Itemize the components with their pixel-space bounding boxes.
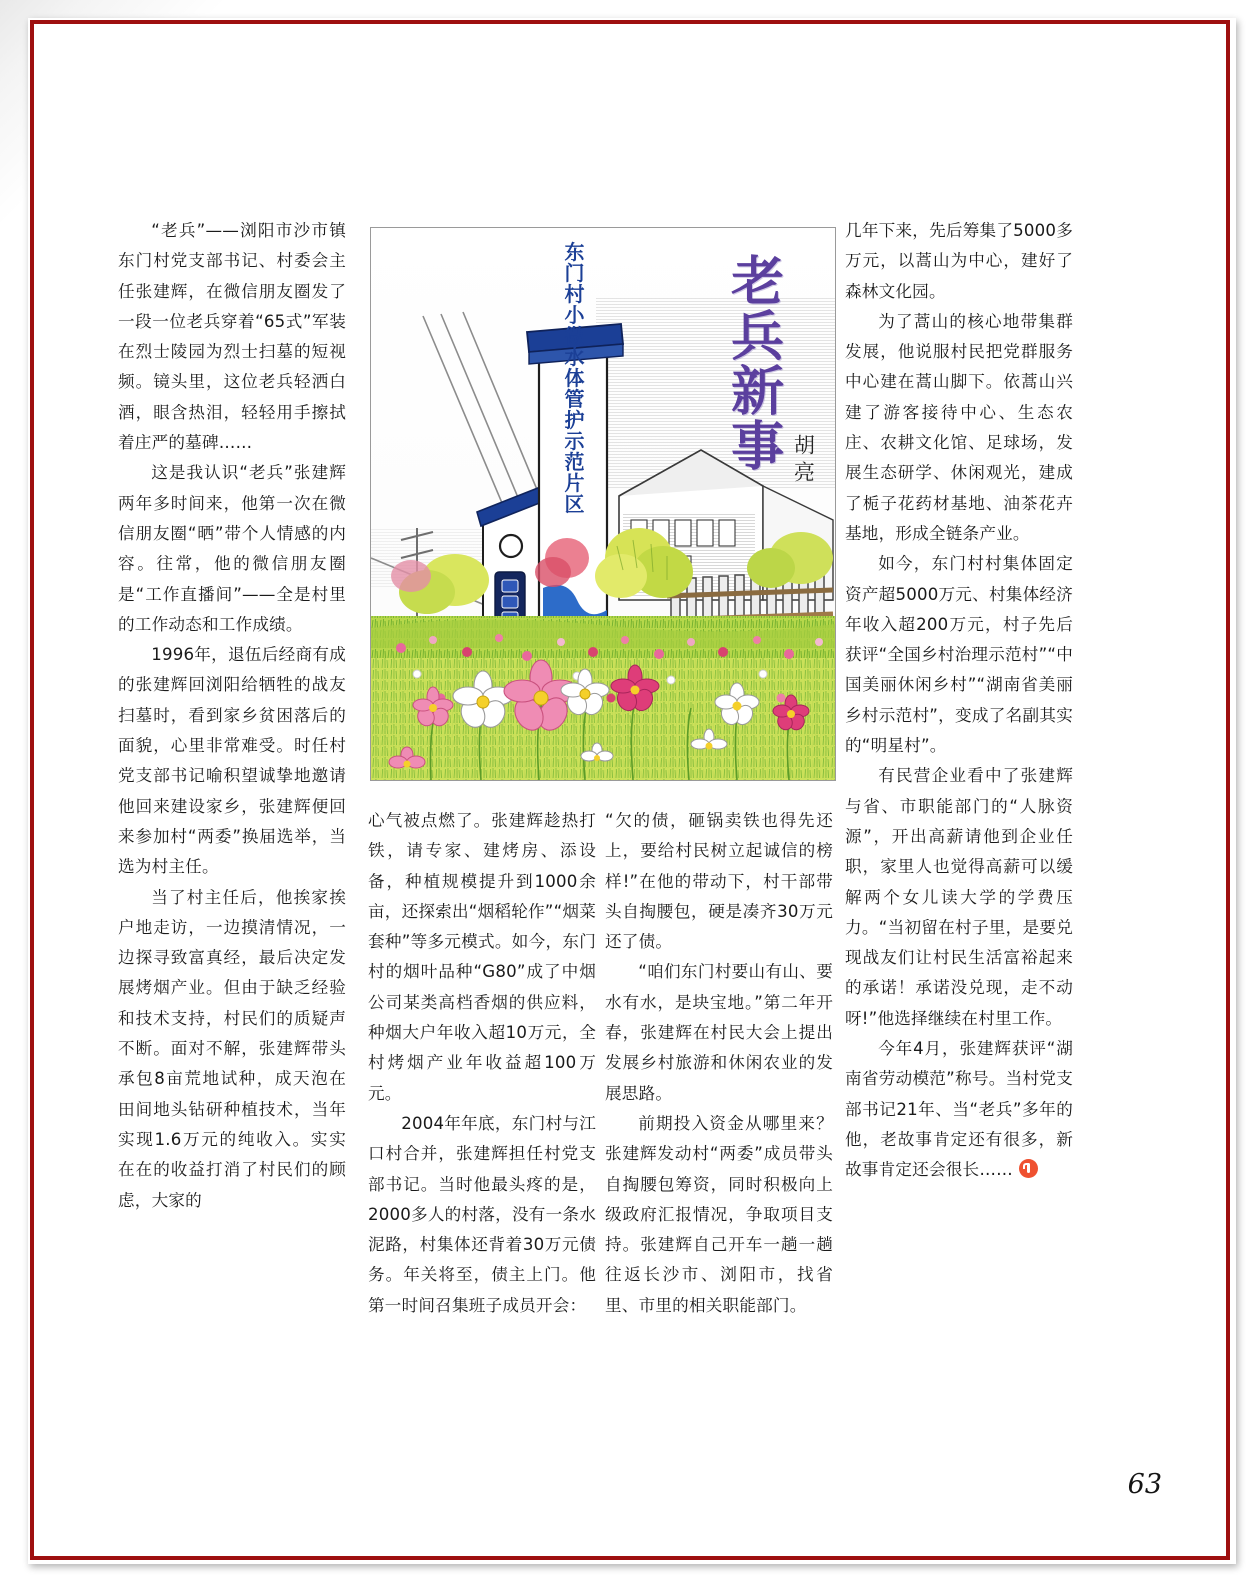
paragraph: “咱们东门村要山有山、要水有水，是块宝地。”第二年开春，张建辉在村民大会上提出发展乡村旅游和休闲农业的发展思路。 <box>605 962 833 1103</box>
text-column-4 <box>845 216 1073 1186</box>
paragraph: 这是我认识“老兵”张建辉两年多时间来，他第一次在微信朋友圈“晒”带个人情感的内容。往常，他的微信朋友圈是“工作直播间”——全是村里的工作动态和工作成绩。 <box>118 463 346 634</box>
text-column-3 <box>605 806 833 1321</box>
text-column-2 <box>368 806 596 1321</box>
paragraph: 1996年，退伍后经商有成的张建辉回浏阳给牺牲的战友扫墓时，看到家乡贫困落后的面貌，心里非常难受。时任村党支部书记喻积望诚挚地邀请他回来建设家乡，张建辉便回来参加村“两委”换届选举，当选为村主任。 <box>118 645 346 877</box>
text-column-1 <box>118 216 346 1216</box>
illustration-sign-text: 东门村小微水体管护示范片区 <box>561 241 585 515</box>
paragraph: 如今，东门村村集体固定资产超5000万元、村集体经济年收入超200万元，村子先后获评“全国乡村治理示范村”“中国美丽休闲乡村”“湖南省美丽乡村示范村”，变成了名副其实的“明星村”。 <box>845 554 1073 756</box>
paragraph: “老兵”——浏阳市沙市镇东门村党支部书记、村委会主任张建辉，在微信朋友圈发了一段一位老兵穿着“65式”军装在烈士陵园为烈士扫墓的短视频。镜头里，这位老兵轻洒白酒，眼含热泪，轻轻用手擦拭着庄严的墓碑…… <box>118 221 346 453</box>
paragraph: 几年下来，先后筹集了5000多万元，以蒿山为中心，建好了森林文化园。 <box>845 221 1073 301</box>
paragraph: 当了村主任后，他挨家挨户地走访，一边摸清情况，一边探寻致富真经，最后决定发展烤烟产业。但由于缺乏经验和技术支持，村民们的质疑声不断。面对不解，张建辉带头承包8亩荒地试种，成天泡在田间地头钻研种植技术，当年实现1.6万元的纯收入。实实在在的收益打消了村民们的顾虑，大家的 <box>118 887 346 1210</box>
title-block <box>722 238 821 492</box>
paragraph: 心气被点燃了。张建辉趁热打铁，请专家、建烤房、添设备，种植规模提升到1000余亩，还探索出“烟稻轮作”“烟菜套种”等多元模式。如今，东门村的烟叶品种“G80”成了中烟公司某类高档香烟的供应料，种烟大户年收入超10万元，全村烤烟产业年收益超100万元。 <box>368 811 596 1103</box>
article-title: 老兵新事 <box>722 253 785 473</box>
end-of-article-icon <box>1019 1159 1038 1178</box>
paragraph: 前期投入资金从哪里来？张建辉发动村“两委”成员带头自掏腰包筹资，同时积极向上级政府汇报情况，争取项目支持。张建辉自己开车一趟一趟往返长沙市、浏阳市，找省里、市里的相关职能部门。 <box>605 1113 833 1315</box>
page-number: 63 <box>1127 1469 1162 1500</box>
paragraph: 有民营企业看中了张建辉与省、市职能部门的“人脉资源”，开出高薪请他到企业任职，家里人也觉得高薪可以缓解两个女儿读大学的学费压力。“当初留在村子里，是要兑现战友们让村民生活富裕起来的承诺！承诺没兑现，走不动呀!”他选择继续在村里工作。 <box>845 766 1073 1028</box>
paragraph-text: 今年4月，张建辉获评“湖南省劳动模范”称号。当村党支部书记21年、当“老兵”多年的他，老故事肯定还有很多，新故事肯定还会很长…… <box>845 1039 1073 1180</box>
article-author: 胡亮 <box>791 434 816 488</box>
paragraph-last <box>845 1034 1073 1185</box>
paragraph: “欠的债，砸锅卖铁也得先还上，要给村民树立起诚信的榜样!”在他的带动下，村干部带头自掏腰包，硬是凑齐30万元还了债。 <box>605 811 833 952</box>
paragraph: 2004年年底，东门村与江口村合并，张建辉担任村党支部书记。当时他最头疼的是，2000多人的村落，没有一条水泥路，村集体还背着30万元债务。年关将至，债主上门。他第一时间召集班子成员开会： <box>368 1113 596 1315</box>
paragraph: 为了蒿山的核心地带集群发展，他说服村民把党群服务中心建在蒿山脚下。依蒿山兴建了游客接待中心、生态农庄、农耕文化馆、足球场，发展生态研学、休闲观光，建成了栀子花药材基地、油茶花卉基地，形成全链条产业。 <box>845 311 1073 543</box>
article-body <box>118 216 1098 1396</box>
